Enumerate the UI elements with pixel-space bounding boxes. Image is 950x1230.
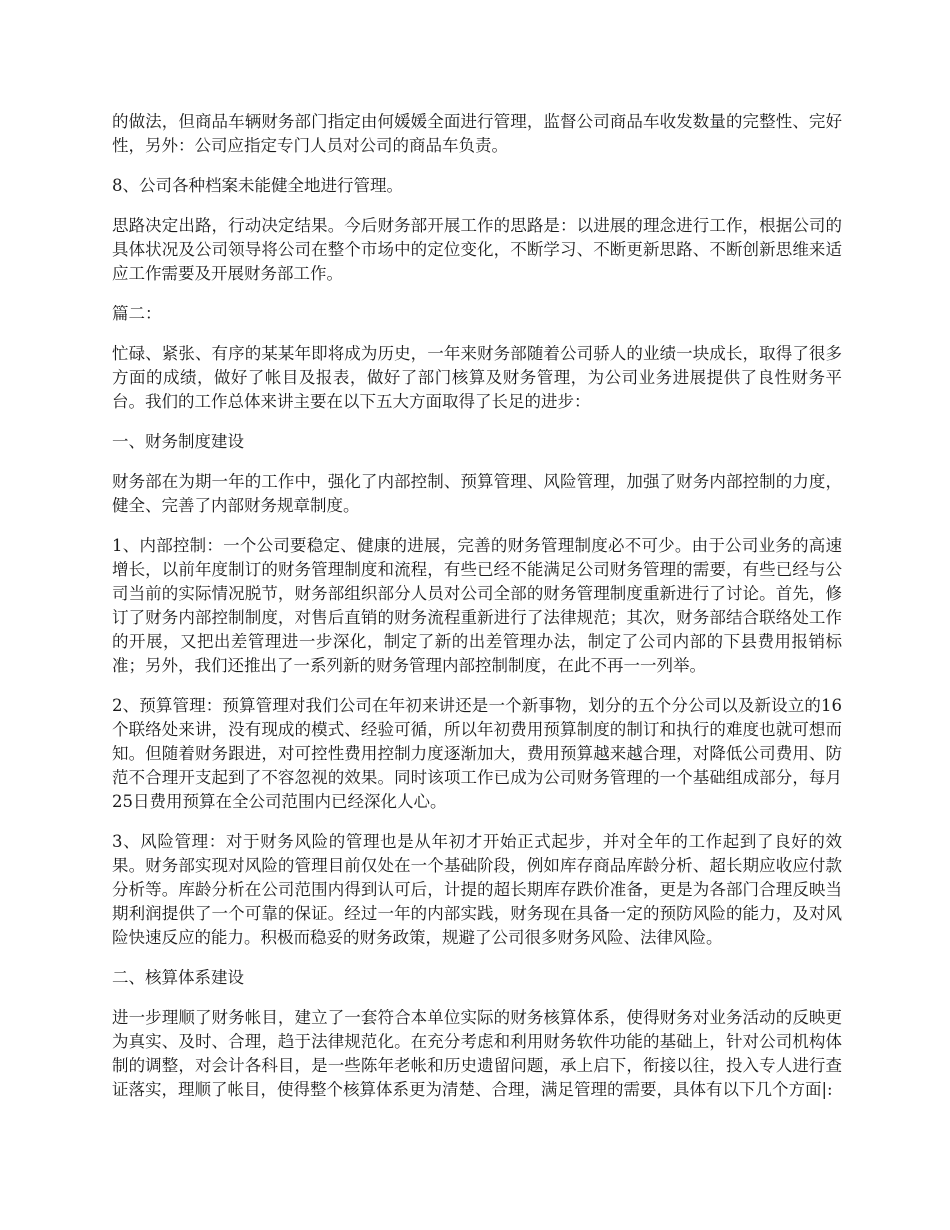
paragraph-finance-system: 财务部在为期一年的工作中，强化了内部控制、预算管理、风险管理，加强了财务内部控制的力度，健全、完善了内部财务规章制度。 — [112, 472, 842, 515]
paragraph-risk-management: 3、风险管理：对于财务风险的管理也是从年初才开始正式起步，并对全年的工作起到了良好的效果。财务部实现对风险的管理目前仅处在一个基础阶段，例如库存商品库龄分析、超长期应收应付款分析等。库龄分析在公司范围内得到认可后，计提的超长期库存跌价准备，更是为各部门合理反映当期利润提供了一个可靠的保证。经过一年的内部实践，财务现在具备一定的预防风险的能力，及对风险快速反应的能力。积极而稳妥的财务政策，规避了公司很多财务风险、法律风险。 — [112, 832, 842, 947]
document-page — [112, 110, 842, 1102]
paragraph-approach: 思路决定出路，行动决定结果。今后财务部开展工作的思路是：以进展的理念进行工作，根据公司的具体状况及公司领导将公司在整个市场中的定位变化，不断学习、不断更新思路、不断创新思维来适应工作需要及开展财务部工作。 — [112, 216, 842, 283]
paragraph-budget-management: 2、预算管理：预算管理对我们公司在年初来讲还是一个新事物，划分的五个分公司以及新设立的16个联络处来讲，没有现成的模式、经验可循，所以年初费用预算制度的制订和执行的难度也就可想而知。但随着财务跟进，对可控性费用控制力度逐渐加大，费用预算越来越合理，对降低公司费用、防范不合理开支起到了不容忽视的效果。同时该项工作已成为公司财务管理的一个基础组成部分，每月25日费用预算在全公司范围内已经深化人心。 — [112, 696, 842, 811]
paragraph-continuation: 的做法，但商品车辆财务部门指定由何媛媛全面进行管理，监督公司商品车收发数量的完整性、完好性，另外：公司应指定专门人员对公司的商品车负责。 — [112, 112, 842, 155]
heading-accounting-system: 二、核算体系建设 — [112, 968, 244, 987]
section-label-part-two: 篇二： — [112, 304, 162, 323]
paragraph-intro: 忙碌、紧张、有序的某某年即将成为历史，一年来财务部随着公司骄人的业绩一块成长，取得了很多方面的成绩，做好了帐目及报表，做好了部门核算及财务管理，为公司业务进展提供了良性财务平台。我们的工作总体来讲主要在以下五大方面取得了长足的进步： — [112, 344, 842, 411]
paragraph-item-8: 8、公司各种档案未能健全地进行管理。 — [112, 176, 403, 195]
paragraph-accounting-system: 进一步理顺了财务帐目，建立了一套符合本单位实际的财务核算体系，使得财务对业务活动的反映更为真实、及时、合理，趋于法律规范化。在充分考虑和利用财务软件功能的基础上，针对公司机构体制的调整，对会计各科目，是一些陈年老帐和历史遗留问题，承上启下，衔接以往，投入专人进行查证落实，理顺了帐目，使得整个核算体系更为清楚、合理，满足管理的需要，具体有以下几个方面|: — [112, 1008, 842, 1099]
heading-finance-system: 一、财务制度建设 — [112, 432, 244, 451]
paragraph-internal-control: 1、内部控制：一个公司要稳定、健康的进展，完善的财务管理制度必不可少。由于公司业务的高速增长，以前年度制订的财务管理制度和流程，有些已经不能满足公司财务管理的需要，有些已经与公司当前的实际情况脱节，财务部组织部分人员对公司全部的财务管理制度重新进行了讨论。首先，修订了财务内部控制制度，对售后直销的财务流程重新进行了法律规范；其次，财务部结合联络处工作的开展，又把出差管理进一步深化，制定了新的出差管理办法，制定了公司内部的下县费用报销标准；另外，我们还推出了一系列新的财务管理内部控制制度，在此不再一一列举。 — [112, 536, 842, 675]
